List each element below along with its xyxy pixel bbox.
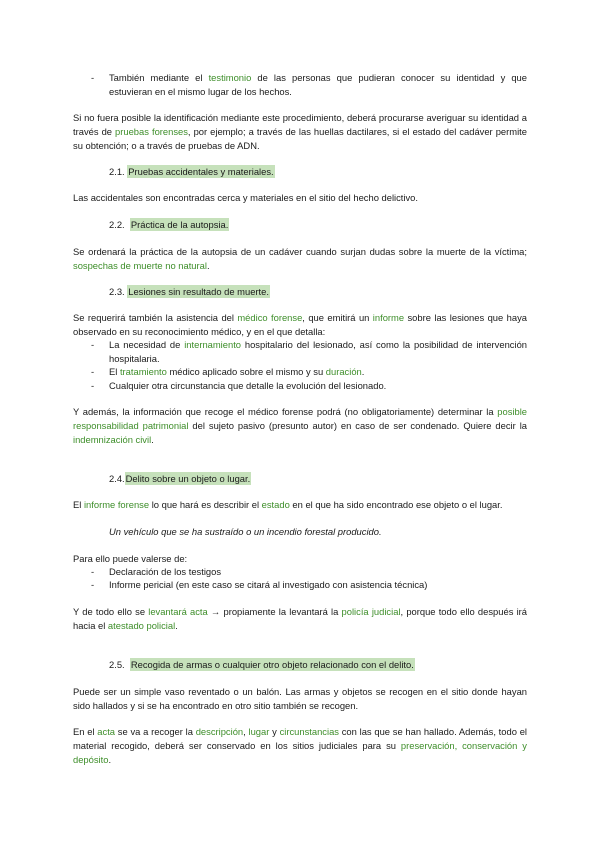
section-heading-2-2	[109, 218, 229, 232]
section-title: Delito sobre un objeto o lugar.	[125, 473, 251, 484]
section-title: Práctica de la autopsia.	[130, 219, 229, 230]
list-item-text: Declaración de los testigos	[109, 566, 222, 577]
keyword-sospechas: sospechas de muerte no natural	[73, 260, 207, 271]
section-heading-2-3	[109, 285, 270, 299]
section-heading-2-5	[109, 658, 415, 672]
paragraph-identificacion: Si no fuera posible la identificación mediante este procedimiento, deberá procurarse averiguar su identidad a través de pruebas forenses, por ejemplo; a través de las huellas dactilares, si el estado del cadáver permite su obtención; o a través de pruebas de ADN.	[73, 112, 527, 151]
list-item-text: El tratamiento médico aplicado sobre el mismo y su duración.	[109, 366, 365, 377]
keyword-testimonio: testimonio	[208, 72, 252, 83]
keyword-informe-forense: informe forense	[83, 499, 150, 510]
section-number: 2.2.	[109, 219, 125, 230]
section-title: Pruebas accidentales y materiales.	[128, 166, 274, 177]
keyword-preservacion: preservación, conservación y depósito	[73, 740, 527, 765]
keyword-acta: acta	[97, 726, 116, 737]
list-item-text: Cualquier otra circunstancia que detalle la evolución del lesionado.	[109, 380, 387, 391]
section-heading-2-1	[109, 165, 275, 179]
paragraph-autopsia: Se ordenará la práctica de la autopsia de un cadáver cuando surjan dudas sobre la muerte de la víctima; sospechas de muerte no natural.	[73, 246, 527, 271]
paragraph-valerse: Para ello puede valerse de:	[73, 553, 188, 564]
list-item-tratamiento	[91, 365, 527, 379]
paragraph-acta-descripcion: En el acta se va a recoger la descripción, lugar y circunstancias con las que se han hallado. Además, todo el material recogido, deberá ser conservado en los sitios judiciales para su preservación, conservación y depósito.	[73, 726, 527, 765]
list-item-testimonio	[91, 71, 527, 99]
section-number: 2.3.	[109, 286, 125, 297]
section-title: Lesiones sin resultado de muerte.	[128, 286, 269, 297]
example-text: Un vehículo que se ha sustraído o un incendio forestal producido.	[109, 526, 382, 537]
paragraph-recogida: Puede ser un simple vaso reventado o un balón. Las armas y objetos se recogen en el sitio donde hayan sido hallados y si se ha encontrado en otro sitio también se recogen.	[73, 686, 527, 711]
list-item-informe-pericial	[91, 578, 527, 592]
keyword-estado: estado	[261, 499, 290, 510]
keyword-internamiento: internamiento	[184, 339, 242, 350]
section-number: 2.1.	[109, 166, 125, 177]
keyword-duracion: duración	[325, 366, 362, 377]
keyword-responsabilidad: posible responsabilidad patrimonial	[73, 406, 527, 431]
keyword-lugar: lugar	[248, 726, 270, 737]
paragraph-acta: Y de todo ello se levantará acta → propiamente la levantará la policía judicial, porque todo ello después irá hacia el atestado policial.	[73, 606, 527, 631]
section-title: Recogida de armas o cualquier otro objeto relacionado con el delito.	[130, 659, 414, 670]
list-item-text: La necesidad de internamiento hospitalario del lesionado, así como la posibilidad de intervención hospitalaria.	[109, 339, 527, 364]
list-dash: -	[91, 72, 95, 83]
section-heading-2-4	[109, 472, 251, 486]
keyword-indemnizacion: indemnización civil	[73, 434, 152, 445]
list-dash: -	[91, 380, 95, 391]
keyword-pruebas-forenses: pruebas forenses	[115, 126, 188, 137]
paragraph-responsabilidad: Y además, la información que recoge el médico forense podrá (no obligatoriamente) determinar la posible responsabilidad patrimonial del sujeto pasivo (presunto autor) en caso de ser condenado. Quiere decir la indemnización civil.	[73, 406, 527, 445]
keyword-medico-forense: médico forense	[237, 312, 303, 323]
list-item-internamiento	[91, 338, 527, 366]
list-dash: -	[91, 579, 95, 590]
paragraph-informe-forense: El informe forense lo que hará es describir el estado en el que ha sido encontrado ese objeto o el lugar.	[73, 499, 503, 510]
list-dash: -	[91, 566, 95, 577]
list-dash: -	[91, 366, 95, 377]
list-item-text: También mediante el testimonio de las personas que pudieran conocer su identidad y que estuvieran en el mismo lugar de los hechos.	[109, 72, 527, 97]
keyword-informe: informe	[372, 312, 405, 323]
keyword-levantara-acta: levantará acta	[148, 606, 208, 617]
keyword-descripcion: descripción	[195, 726, 244, 737]
list-item-declaracion	[91, 565, 527, 579]
paragraph-accidentales: Las accidentales son encontradas cerca y materiales en el sitio del hecho delictivo.	[73, 192, 418, 203]
section-number: 2.4.	[109, 473, 125, 484]
keyword-tratamiento: tratamiento	[119, 366, 167, 377]
list-item-text: Informe pericial (en este caso se citará al investigado con asistencia técnica)	[109, 579, 428, 590]
keyword-policia-judicial: policía judicial	[341, 606, 401, 617]
paragraph-medico-forense: Se requerirá también la asistencia del médico forense, que emitirá un informe sobre las lesiones que haya observado en su reconocimiento médico, y en el que detalla:	[73, 312, 527, 337]
list-item-circunstancia	[91, 379, 527, 393]
section-number: 2.5.	[109, 659, 125, 670]
keyword-atestado-policial: atestado policial	[107, 620, 176, 631]
list-dash: -	[91, 339, 95, 350]
keyword-circunstancias: circunstancias	[279, 726, 339, 737]
